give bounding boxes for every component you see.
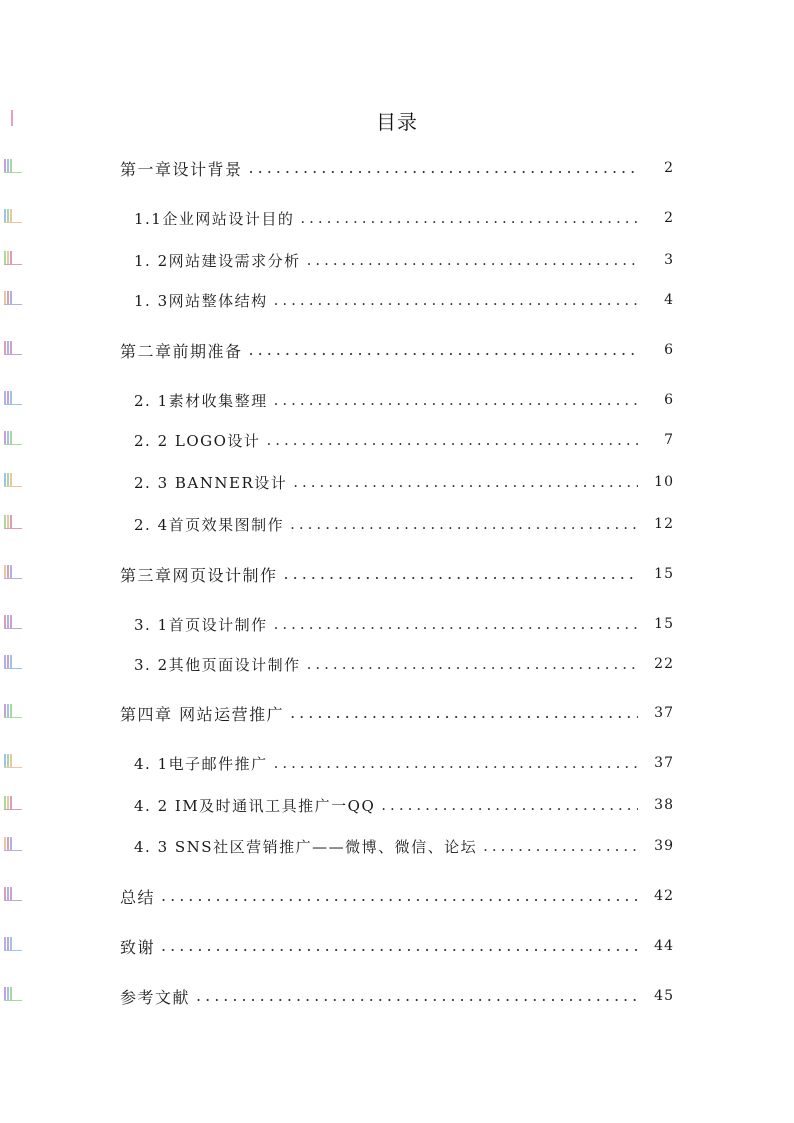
revision-mark-icon	[4, 615, 22, 629]
toc-page-number: 37	[650, 700, 674, 726]
toc-entry-label: 2. 1素材收集整理	[134, 391, 268, 410]
toc-entry[interactable]	[0, 155, 794, 181]
toc-page-number: 2	[660, 205, 674, 231]
dot-leader	[300, 205, 638, 231]
revision-mark-icon	[4, 473, 22, 487]
toc-page-number: 3	[660, 247, 674, 273]
toc-entry[interactable]	[0, 469, 794, 495]
toc-entry[interactable]	[0, 387, 794, 413]
toc-page-number: 22	[650, 651, 674, 677]
toc-entry-label: 3. 1首页设计制作	[134, 615, 268, 634]
dot-leader	[293, 469, 638, 495]
revision-mark-icon	[11, 110, 13, 126]
toc-page-number: 39	[650, 833, 674, 859]
toc-page-number: 6	[660, 337, 674, 363]
revision-mark-icon	[4, 391, 22, 405]
revision-mark-icon	[4, 565, 22, 579]
toc-page-number: 6	[660, 387, 674, 413]
toc-page-number: 45	[650, 983, 674, 1009]
toc-page-number: 44	[650, 933, 674, 959]
toc-entry-label: 1.1企业网站设计目的	[134, 209, 295, 228]
dot-leader	[274, 750, 638, 776]
toc-entry-label: 总结	[120, 887, 156, 907]
dot-leader	[196, 983, 638, 1009]
page-title: 目录	[376, 110, 418, 134]
toc-page-number: 12	[650, 511, 674, 537]
dot-leader	[290, 511, 638, 537]
toc-entry[interactable]	[0, 427, 794, 453]
dot-leader	[274, 287, 638, 313]
revision-mark-icon	[4, 655, 22, 669]
toc-entry[interactable]	[0, 511, 794, 537]
dot-leader	[284, 561, 638, 587]
toc-entry-label: 3. 2其他页面设计制作	[134, 655, 301, 674]
toc-entry-label: 4. 2 IM及时通讯工具推广一QQ	[134, 796, 376, 815]
toc-entry[interactable]	[0, 561, 794, 587]
revision-mark-icon	[4, 209, 22, 223]
revision-mark-icon	[4, 515, 22, 529]
toc-entry[interactable]	[0, 833, 794, 859]
toc-page-number: 4	[660, 287, 674, 313]
toc-entry-label: 第二章前期准备	[120, 341, 243, 361]
dot-leader	[266, 427, 638, 453]
toc-page-number: 15	[650, 561, 674, 587]
revision-mark-icon	[4, 159, 22, 173]
toc-page-number: 37	[650, 750, 674, 776]
revision-mark-icon	[4, 887, 22, 901]
dot-leader	[161, 933, 638, 959]
toc-page-number: 42	[650, 883, 674, 909]
dot-leader	[249, 337, 638, 363]
dot-leader	[249, 155, 638, 181]
dot-leader	[161, 883, 638, 909]
toc-entry[interactable]	[0, 651, 794, 677]
revision-mark-icon	[4, 837, 22, 851]
toc-entry[interactable]	[0, 205, 794, 231]
toc-entry-label: 第一章设计背景	[120, 159, 243, 179]
dot-leader	[307, 651, 638, 677]
revision-mark-icon	[4, 251, 22, 265]
revision-mark-icon	[4, 704, 22, 718]
toc-entry-label: 1. 3网站整体结构	[134, 291, 268, 310]
toc-entry-label: 第三章网页设计制作	[120, 565, 278, 585]
dot-leader	[274, 611, 638, 637]
revision-mark-icon	[4, 431, 22, 445]
revision-mark-icon	[4, 754, 22, 768]
toc-entry-label: 参考文献	[120, 987, 191, 1007]
toc-page-number: 10	[650, 469, 674, 495]
toc-entry[interactable]	[0, 750, 794, 776]
revision-mark-icon	[4, 291, 22, 305]
dot-leader	[290, 700, 638, 726]
revision-mark-icon	[4, 341, 22, 355]
toc-entry-label: 2. 2 LOGO设计	[134, 431, 261, 450]
toc-entry[interactable]	[0, 700, 794, 726]
dot-leader	[307, 247, 638, 273]
toc-entry-label: 2. 4首页效果图制作	[134, 515, 285, 534]
toc-page-number: 2	[660, 155, 674, 181]
revision-mark-icon	[4, 987, 22, 1001]
toc-entry[interactable]	[0, 792, 794, 818]
toc-entry-label: 4. 3 SNS社区营销推广——微博、微信、论坛	[134, 837, 478, 856]
toc-entry[interactable]	[0, 983, 794, 1009]
toc-entry[interactable]	[0, 933, 794, 959]
toc-entry-label: 致谢	[120, 937, 156, 957]
toc-entry[interactable]	[0, 337, 794, 363]
toc-entry-label: 4. 1电子邮件推广	[134, 754, 268, 773]
toc-page-number: 7	[660, 427, 674, 453]
revision-mark-icon	[4, 796, 22, 810]
toc-entry[interactable]	[0, 247, 794, 273]
dot-leader	[381, 792, 638, 818]
dot-leader	[274, 387, 638, 413]
toc-entry-label: 2. 3 BANNER设计	[134, 473, 288, 492]
toc-entry[interactable]	[0, 883, 794, 909]
revision-mark-icon	[4, 937, 22, 951]
toc-entry[interactable]	[0, 287, 794, 313]
toc-entry[interactable]	[0, 611, 794, 637]
toc-entry-label: 1. 2网站建设需求分析	[134, 251, 301, 270]
dot-leader	[483, 833, 638, 859]
toc-page-number: 38	[650, 792, 674, 818]
toc-page-number: 15	[650, 611, 674, 637]
toc-entry-label: 第四章 网站运营推广	[120, 704, 285, 724]
